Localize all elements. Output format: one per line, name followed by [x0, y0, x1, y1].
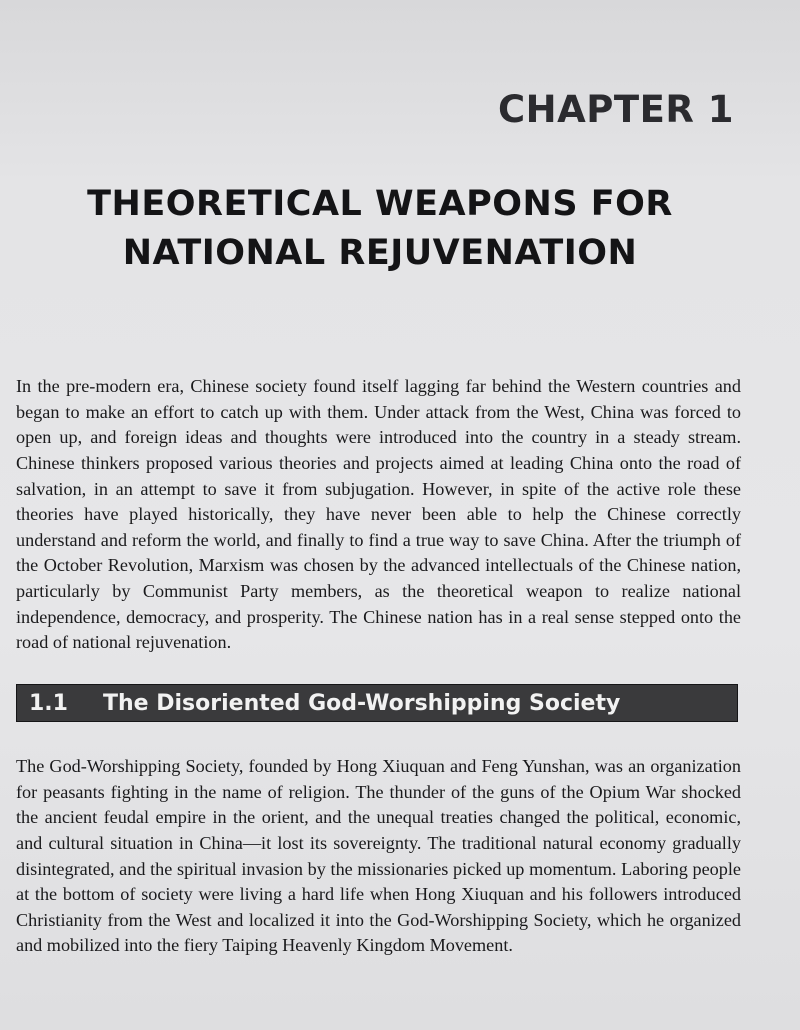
section-number: 1.1: [29, 690, 68, 716]
section-heading: [16, 684, 738, 722]
section-title: The Disoriented God-Worshipping Society: [103, 690, 621, 716]
chapter-label: CHAPTER 1: [497, 88, 734, 131]
chapter-title-line-2: NATIONAL REJUVENATION: [122, 233, 638, 273]
intro-paragraph: In the pre-modern era, Chinese society found itself lagging far behind the Western countries and began to make an effort to catch up with them. Under attack from the West, China was forced to open up, and foreign ideas and thoughts were introduced into the country in a steady stream. Chinese thinkers proposed various theories and projects aimed at leading China onto the road of salvation, in an attempt to save it from subjugation. However, in spite of the active role these theories have played historically, they have never been able to help the Chinese correctly understand and reform the world, and finally to find a true way to save China. After the triumph of the October Revolution, Marxism was chosen by the advanced intellectuals of the Chinese nation, particularly by Communist Party members, as the theoretical weapon to realize national independence, democracy, and prosperity. The Chinese nation has in a real sense stepped onto the road of national rejuvenation.: [16, 376, 741, 653]
chapter-title: [40, 180, 720, 278]
chapter-title-line-1: THEORETICAL WEAPONS FOR: [87, 184, 673, 224]
section-paragraph: The God-Worshipping Society, founded by Hong Xiuquan and Feng Yunshan, was an organization for peasants fighting in the name of religion. The thunder of the guns of the Opium War shocked the ancient feudal empire in the orient, and the unequal treaties changed the political, economic, and cultural situation in China—it lost its sovereignty. The traditional natural economy gradually disintegrated, and the spiritual invasion by the missionaries picked up momentum. Laboring people at the bottom of society were living a hard life when Hong Xiuquan and his followers introduced Christianity from the West and localized it into the God-Worshipping Society, which he organized and mobilized into the fiery Taiping Heavenly Kingdom Movement.: [16, 756, 741, 956]
